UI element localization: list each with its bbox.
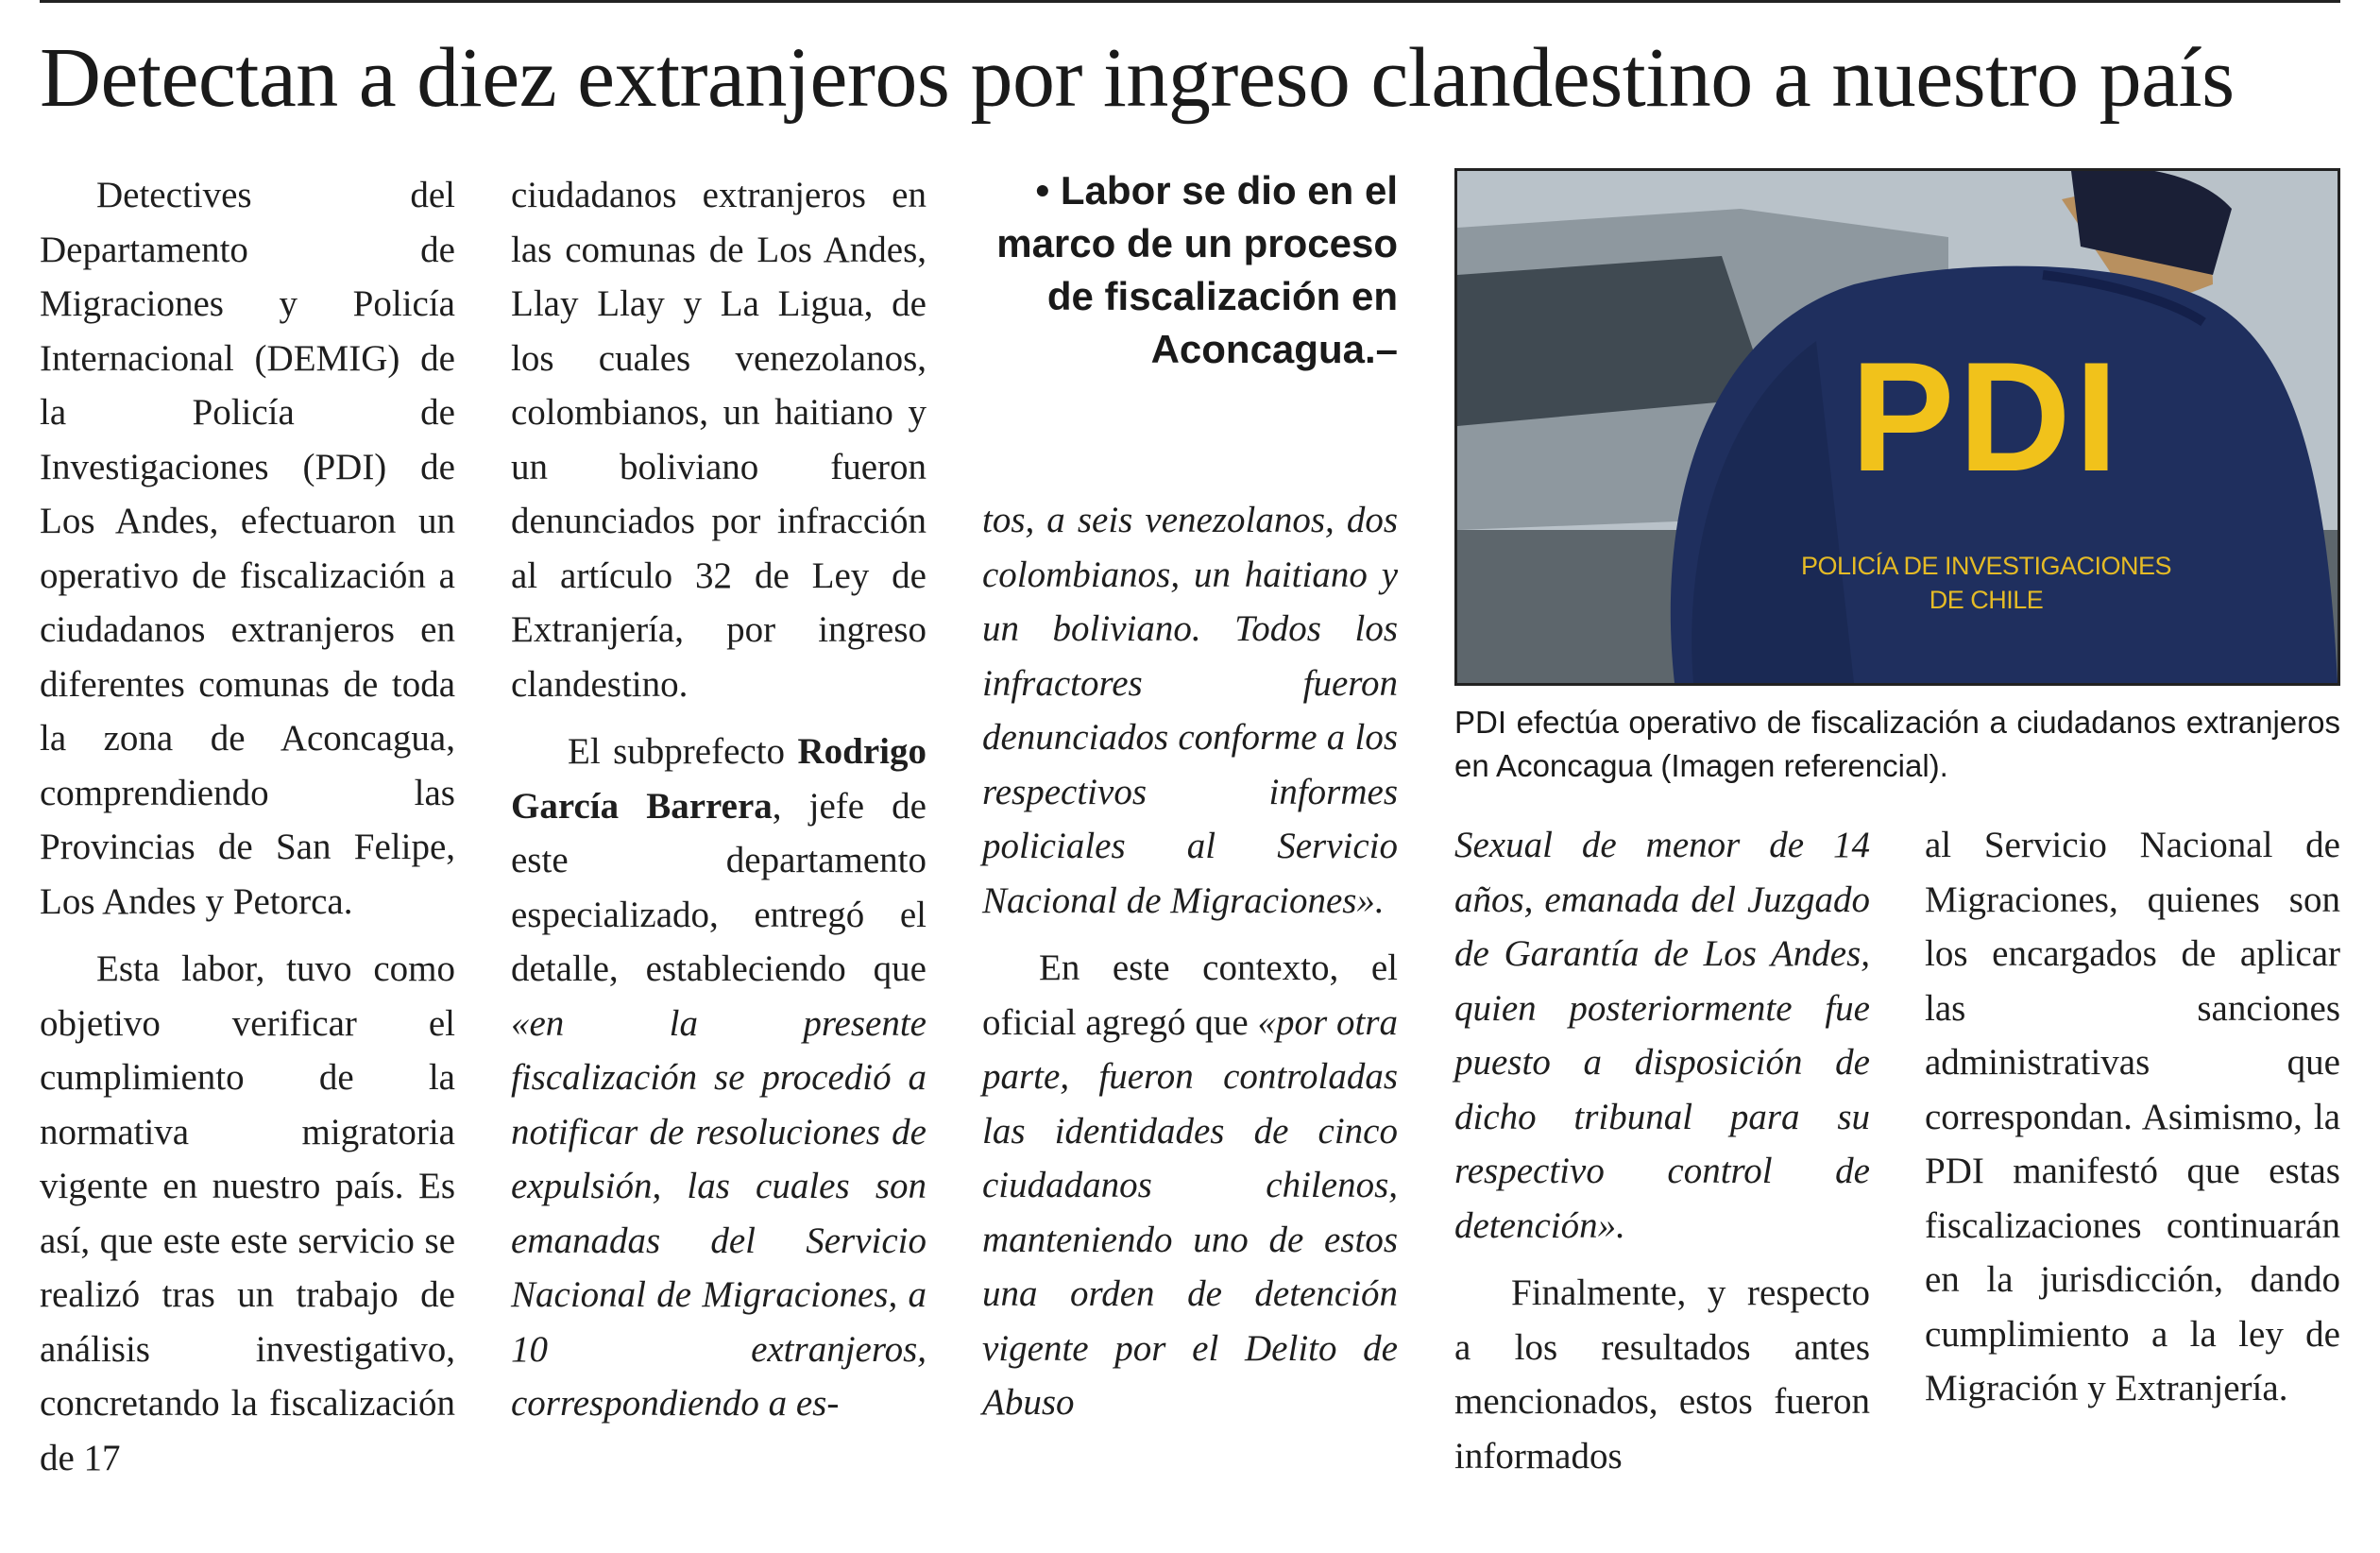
col3-quote-1: tos, a seis venezolanos, dos colombianos, un haitiano y un boliviano. Todos los infractores fueron denunciados conforme a los respectivos informes policiales al Servicio Nacional de Migraciones». [982, 500, 1398, 921]
col4-paragraph-2: Finalmente, y respecto a los resultados antes mencionados, estos fueron informados [1454, 1272, 1870, 1476]
top-rule [40, 0, 2340, 3]
patch-line-1: POLICÍA DE INVESTIGACIONES [1800, 552, 2172, 580]
column-3 [982, 493, 1398, 1430]
col4-paragraph-1 [1454, 818, 1870, 1253]
col1-paragraph-2: Esta labor, tuvo como objetivo verificar el cumplimiento de la normativa migratoria vigente en nuestro país. Es así, que este este servicio se realizó tras un trabajo de análisis investigativo, concretando la fiscalización de 17 [40, 948, 455, 1478]
col2-paragraph-1: ciudadanos extranjeros en las comunas de Los Andes, Llay Llay y La Ligua, de los cuales venezolanos, colombianos, un haitiano y un boliviano fueron denunciados por infracción al artículo 32 de Ley de Extranjería, por ingreso clandestino. [511, 175, 926, 705]
col2-quote: «en la presente fiscalización se procedió a notificar de resoluciones de expulsión, las cuales son emanadas del Servicio Nacional de Migraciones, a 10 extranjeros, correspondiendo a es- [511, 1002, 926, 1424]
column-5 [1925, 818, 2340, 1416]
headline: Detectan a diez extranjeros por ingreso clandestino a nuestro país [40, 31, 2235, 125]
column-2 [511, 168, 926, 1431]
col3-p2-pre: En este contexto, el oficial agregó que [982, 947, 1398, 1043]
col3-paragraph-2 [982, 941, 1398, 1430]
col2-paragraph-2 [511, 725, 926, 1431]
patch-line-2: DE CHILE [1929, 586, 2044, 614]
col1-paragraph-1: Detectives del Departamento de Migraciones y Policía Internacional (DEMIG) de la Policía de Investigaciones (PDI) de Los Andes, efectuaron un operativo de fiscalización a ciudadanos extranjeros en diferentes comunas de toda la zona de Aconcagua, comprendiendo las Provincias de San Felipe, Los Andes y Petorca. [40, 175, 455, 922]
col4-quote: Sexual de menor de 14 años, emanada del Juzgado de Garantía de Los Andes, quien posteriormente fue puesto a disposición de dicho tribunal para su respectivo control de detención». [1454, 825, 1870, 1246]
col3-paragraph-1 [982, 493, 1398, 928]
bullet-summary: • Labor se dio en el marco de un proceso de fiscalización en Aconcagua.– [996, 168, 1398, 371]
pdi-patch-letters: PDI [1850, 330, 2122, 503]
col3-quote-2: «por otra parte, fueron controladas las identidades de cinco ciudadanos chilenos, manteniendo uno de estos una orden de detención vigente por el Delito de Abuso [982, 1001, 1398, 1423]
subprefect-name: Rodrigo García Barrera [511, 731, 926, 827]
pdi-officer-photo [1454, 168, 2340, 686]
photo-caption: PDI efectúa operativo de fiscalización a ciudadanos extranjeros en Aconcagua (Imagen referencial). [1454, 705, 2340, 783]
col2-p2-mid: , jefe de este departamento especializado, entregó el detalle, estableciendo que [511, 785, 926, 989]
pdi-patch-text [1788, 549, 2184, 617]
col5-paragraph-1: al Servicio Nacional de Migraciones, quienes son los encargados de aplicar las sanciones administrativas que correspondan. Asimismo, la PDI manifestó que estas fiscalizaciones continuarán en la jurisdicción, dando cumplimiento a la ley de Migración y Extranjería. [1925, 825, 2340, 1408]
column-1 [40, 168, 455, 1485]
column-4 [1454, 818, 1870, 1483]
col2-p2-pre: El subprefecto [568, 731, 798, 772]
